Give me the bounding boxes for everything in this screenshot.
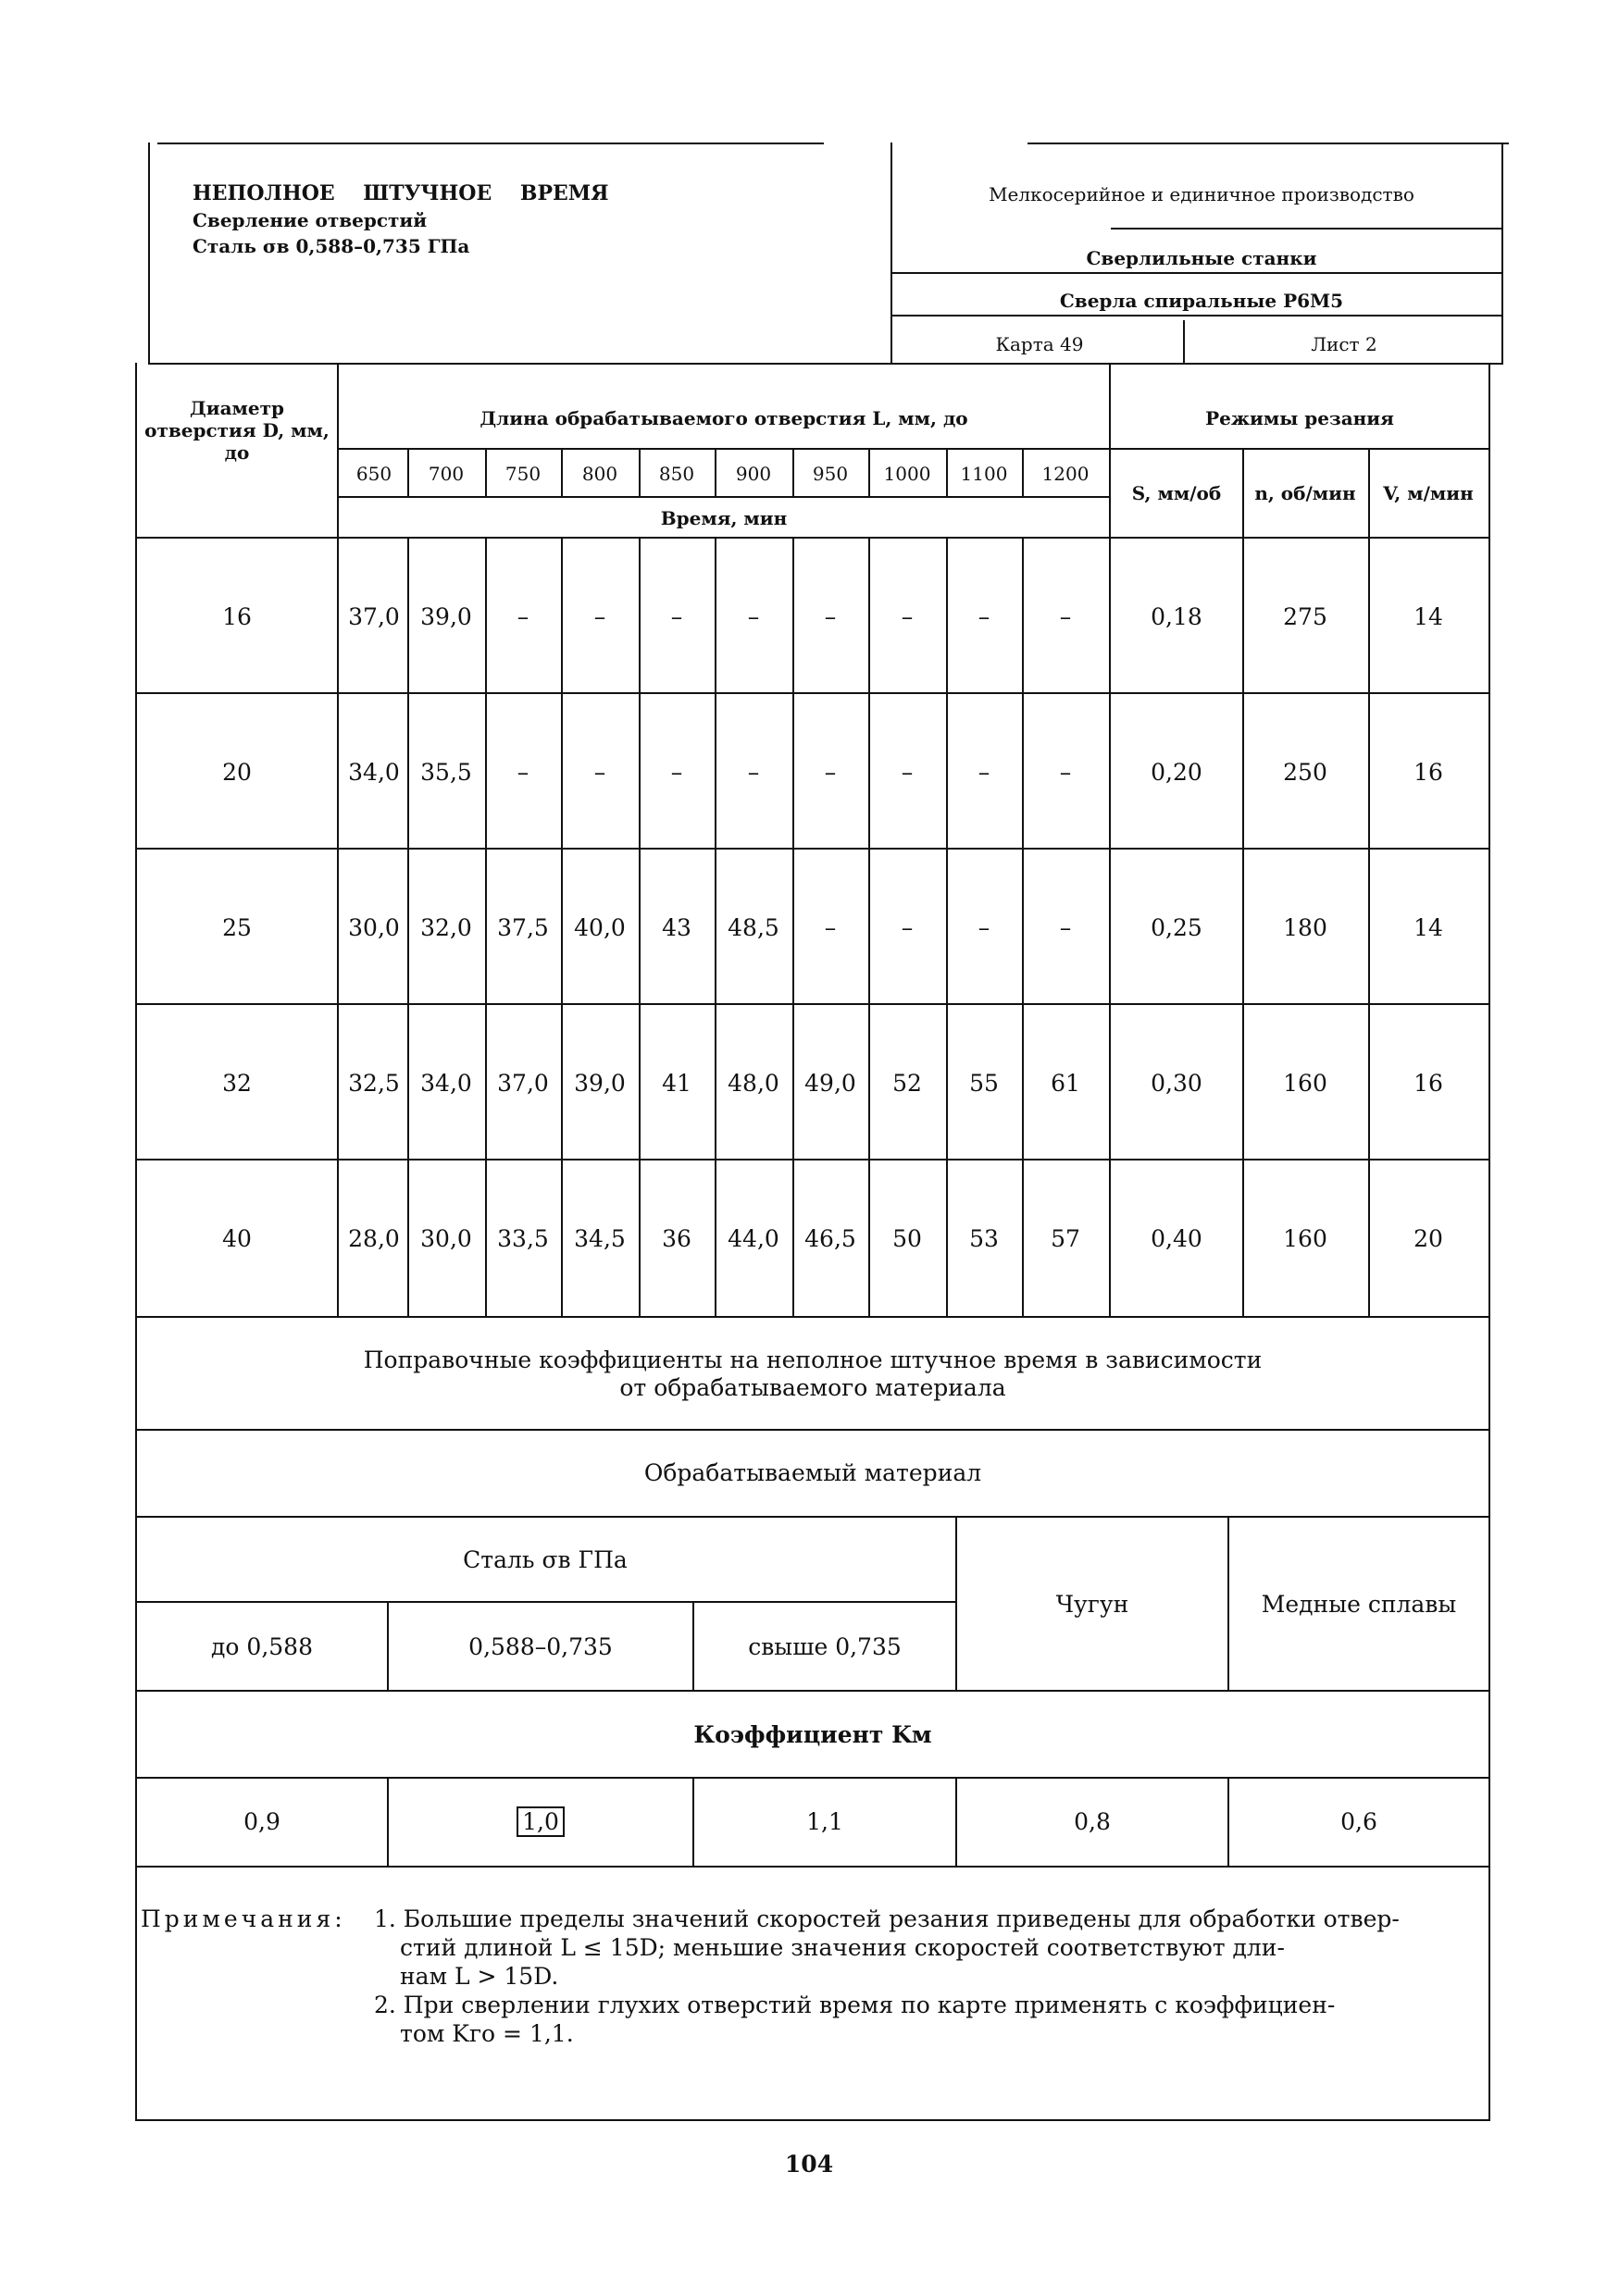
correction-bottom-rule [135, 1866, 1490, 1868]
time-cell: 49,0 [804, 1069, 856, 1097]
mode-cell-v: 14 [1414, 602, 1443, 630]
material-header: Обрабатываемый материал [643, 1458, 982, 1486]
time-cell: 37,0 [497, 1069, 549, 1097]
length-header-cell: 750 [504, 463, 542, 485]
mode-header-cell: n, об/мин [1254, 482, 1356, 504]
length-col-divider [407, 450, 409, 498]
time-cell: 41 [662, 1069, 691, 1097]
time-cell: 37,0 [348, 602, 400, 630]
time-cell: – [824, 602, 837, 630]
length-col-divider [946, 450, 948, 498]
time-cell: 39,0 [420, 602, 472, 630]
time-cell: – [670, 602, 683, 630]
steel-range-high: свыше 0,735 [748, 1632, 902, 1660]
time-cell: – [901, 758, 914, 786]
time-cell: 32,0 [420, 913, 472, 941]
time-cell: 36 [662, 1224, 691, 1252]
card-number: Карта 49 [995, 333, 1084, 355]
correction-title [137, 1342, 1488, 1407]
note-1-line-2: стий длиной L ≤ 15D; меньшие значения скоростей соответствуют дли- [400, 1934, 1285, 1961]
row-diameter: 25 [222, 913, 252, 941]
mode-header-cell: V, м/мин [1383, 482, 1474, 504]
time-cell: 40,0 [574, 913, 626, 941]
time-cell: – [593, 602, 606, 630]
mode-cell-n: 160 [1283, 1224, 1327, 1252]
correction-top-rule [135, 1316, 1490, 1318]
col-modes-header: Режимы резания [1205, 407, 1394, 429]
time-cell: – [901, 913, 914, 941]
mode-cell-n: 275 [1283, 602, 1327, 630]
header-bottom-rule [148, 363, 1503, 365]
mode-cell-v: 14 [1414, 913, 1443, 941]
correction-title-line1: Поправочные коэффициенты на неполное штучное время в зависимости [363, 1347, 1263, 1373]
time-unit-label: Время, мин [660, 507, 788, 529]
time-cell: – [978, 602, 990, 630]
length-header-cell: 1100 [960, 463, 1008, 485]
cast-iron-header: Чугун [1055, 1590, 1129, 1618]
mode-cell-n: 250 [1283, 758, 1327, 786]
time-cell: 53 [969, 1224, 999, 1252]
length-header-cell: 1000 [883, 463, 931, 485]
time-cell: 52 [892, 1069, 922, 1097]
time-cell: – [901, 602, 914, 630]
note-2-line-2: том Kго = 1,1. [400, 2020, 574, 2047]
time-cell: 43 [662, 913, 691, 941]
mode-cell-v: 16 [1414, 758, 1443, 786]
length-col-divider [561, 450, 563, 498]
time-cell: – [747, 602, 760, 630]
row-diameter: 16 [222, 602, 252, 630]
doc-subtitle-operation: Сверление отверстий [193, 209, 428, 231]
tool-type: Сверла спиральные Р6М5 [1059, 290, 1344, 312]
header-left-border [148, 143, 150, 365]
time-cell: 44,0 [728, 1224, 779, 1252]
header-right-border [1501, 143, 1503, 365]
col-diameter-header: Диаметр отверстия D, мм, до [144, 397, 330, 464]
sheet-number: Лист 2 [1311, 333, 1377, 355]
length-header-cell: 950 [812, 463, 849, 485]
time-cell: 39,0 [574, 1069, 626, 1097]
doc-title: НЕПОЛНОЕ ШТУЧНОЕ ВРЕМЯ [193, 181, 609, 205]
length-col-divider [792, 450, 794, 498]
time-cell: 34,5 [574, 1224, 626, 1252]
steel-range-low: до 0,588 [211, 1632, 313, 1660]
time-cell: 33,5 [497, 1224, 549, 1252]
time-cell: 34,0 [348, 758, 400, 786]
row-separator [135, 848, 1490, 850]
mode-cell-n: 180 [1283, 913, 1327, 941]
doc-subtitle-material: Сталь σв 0,588–0,735 ГПа [193, 235, 470, 257]
machine-type: Сверлильные станки [1086, 247, 1317, 269]
note-1-line-1: 1. Большие пределы значений скоростей резания приведены для обработки отвер- [374, 1905, 1400, 1932]
page-number: 104 [784, 2150, 834, 2178]
time-cell: 37,5 [497, 913, 549, 941]
length-col-divider [1022, 450, 1024, 498]
coef-copper: 0,6 [1340, 1807, 1377, 1835]
time-cell: 30,0 [420, 1224, 472, 1252]
length-col-divider [485, 450, 487, 498]
length-header-rule [337, 448, 1488, 450]
mode-header-cell: S, мм/об [1131, 482, 1222, 504]
time-cell: 46,5 [804, 1224, 856, 1252]
time-cell: – [517, 758, 529, 786]
mode-cell-v: 16 [1414, 1069, 1443, 1097]
coef-steel-mid [389, 1779, 692, 1864]
header-top-rule [157, 143, 824, 144]
time-cell: – [670, 758, 683, 786]
time-cell: – [978, 758, 990, 786]
row-diameter: 40 [222, 1224, 252, 1252]
mode-cell-s: 0,18 [1151, 602, 1202, 630]
time-cell: 55 [969, 1069, 999, 1097]
header-rule-2 [890, 272, 1503, 274]
time-cell: – [593, 758, 606, 786]
note-1-line-3: нам L > 15D. [400, 1963, 559, 1990]
time-cell: – [824, 913, 837, 941]
coef-cast-iron: 0,8 [1074, 1807, 1111, 1835]
mode-cell-s: 0,20 [1151, 758, 1202, 786]
time-cell: 30,0 [348, 913, 400, 941]
length-values-rule [337, 496, 1111, 498]
header-rule-3 [890, 315, 1503, 316]
steel-header: Сталь σв ГПа [463, 1545, 628, 1573]
notes-label: Примечания: [141, 1905, 346, 1932]
mode-cell-s: 0,25 [1151, 913, 1202, 941]
col-length-header: Длина обрабатываемого отверстия L, мм, до [479, 407, 968, 429]
card-sheet-divider [1183, 320, 1185, 363]
length-col-divider [715, 450, 716, 498]
length-header-cell: 700 [428, 463, 465, 485]
header-divider [890, 143, 892, 365]
row-diameter: 20 [222, 758, 252, 786]
time-cell: 48,5 [728, 913, 779, 941]
time-cell: – [1059, 758, 1072, 786]
length-header-cell: 850 [658, 463, 695, 485]
length-header-cell: 800 [581, 463, 618, 485]
row-separator [135, 1159, 1490, 1160]
length-header-cell: 900 [735, 463, 772, 485]
copper-header: Медные сплавы [1261, 1590, 1457, 1618]
time-cell: – [824, 758, 837, 786]
length-col-divider [639, 450, 641, 498]
time-cell: 57 [1051, 1224, 1080, 1252]
time-cell: 50 [892, 1224, 922, 1252]
note-2-line-1: 2. При сверлении глухих отверстий время по карте применять с коэффициен- [374, 1992, 1336, 2018]
row-separator [135, 1003, 1490, 1005]
time-cell: – [1059, 602, 1072, 630]
row-separator [135, 692, 1490, 694]
time-cell: 32,5 [348, 1069, 400, 1097]
table-right-border [1488, 363, 1490, 2121]
coefficient-header: Коэффициент Kм [693, 1720, 932, 1748]
mode-cell-v: 20 [1414, 1224, 1443, 1252]
time-cell: 61 [1051, 1069, 1080, 1097]
header-rule-1 [1111, 228, 1503, 230]
coef-steel-high: 1,1 [806, 1807, 843, 1835]
time-cell: 35,5 [420, 758, 472, 786]
time-cell: – [517, 602, 529, 630]
page-bottom-rule [135, 2119, 1490, 2121]
coef-steel-low: 0,9 [243, 1807, 280, 1835]
header-top-rule-right [1027, 143, 1509, 144]
steel-range-mid: 0,588–0,735 [468, 1632, 613, 1660]
time-cell: 28,0 [348, 1224, 400, 1252]
length-header-cell: 650 [355, 463, 392, 485]
correction-title-line2: от обрабатываемого материала [619, 1374, 1006, 1401]
time-cell: – [747, 758, 760, 786]
mode-cell-n: 160 [1283, 1069, 1327, 1097]
time-cell: 48,0 [728, 1069, 779, 1097]
mode-cell-s: 0,30 [1151, 1069, 1202, 1097]
length-header-cell: 1200 [1041, 463, 1090, 485]
time-cell: – [978, 913, 990, 941]
row-diameter: 32 [222, 1069, 252, 1097]
mode-cell-s: 0,40 [1151, 1224, 1202, 1252]
coef-steel-mid-value: 1,0 [517, 1806, 565, 1837]
production-type: Мелкосерийное и единичное производство [989, 183, 1414, 205]
length-col-divider [868, 450, 870, 498]
time-cell: – [1059, 913, 1072, 941]
time-cell: 34,0 [420, 1069, 472, 1097]
